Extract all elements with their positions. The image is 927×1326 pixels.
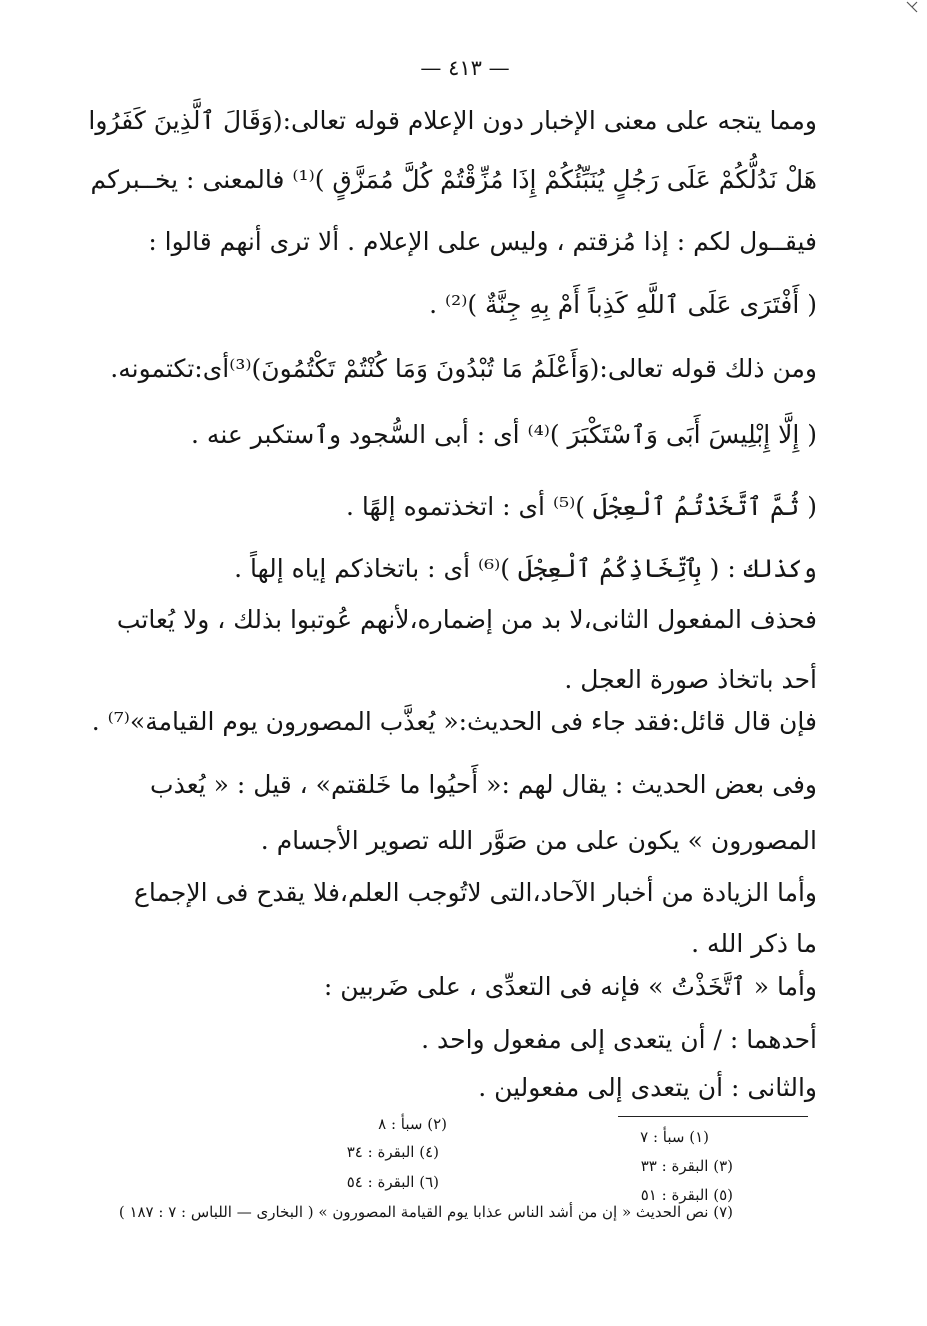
- text-line: والثانى : أن يتعدى إلى مفعولين .: [478, 1073, 817, 1102]
- footnote: (٣) البقرة : ٣٣: [640, 1157, 733, 1175]
- text-line: وأما الزيادة من أخبار الآحاد،التى لاتُوجب العلم،فلا يقدح فى الإجماع: [133, 878, 817, 907]
- text-line: فإن قال قائل:فقد جاء فى الحديث:« يُعذَّب المصورون يوم القيامة»⁽⁷⁾ .: [91, 707, 817, 736]
- text-line: أحدهما : / أن يتعدى إلى مفعول واحد .: [421, 1025, 817, 1054]
- footnote: (٧) نص الحديث « إن من أشد الناس عذابا يوم القيامة المصورون » ( البخارى — اللباس : ٧ : ١٨٧ ): [118, 1203, 733, 1221]
- footnote-divider: [618, 1116, 808, 1117]
- text-line: ومن ذلك قوله تعالى:(وَأَعْلَمُ مَا تُبْدُونَ وَمَا كُنْتُمْ تَكْتُمُونَ)⁽³⁾أى:تكتمونه.: [110, 354, 817, 383]
- text-line: ومما يتجه على معنى الإخبار دون الإعلام قوله تعالى:(وَقَالَ ٱلَّذِينَ كَفَرُوا: [88, 106, 817, 135]
- text-line: ( ثُمَّ ٱتَّخَذْتُمُ ٱلْعِجْلَ )⁽⁵⁾ أى : اتخذتموه إلهًا .: [346, 492, 817, 521]
- footnote: (٥) البقرة : ٥١: [640, 1186, 733, 1204]
- text-line: وفى بعض الحديث : يقال لهم :« أَحيُوا ما خَلقتم» ، قيل : « يُعذب: [150, 770, 817, 799]
- text-line: وأما « ٱتَّخَذْتُ » فإنه فى التعدِّى ، على ضَربين :: [323, 972, 817, 1001]
- text-line: أحد باتخاذ صورة العجل .: [564, 665, 817, 694]
- corner-check-mark: [905, 0, 919, 14]
- text-line: ( إِلَّا إِبْلِيسَ أَبَى وَٱسْتَكْبَرَ )⁽⁴⁾ أى : أبى السُّجود وٱستكبر عنه .: [191, 420, 817, 449]
- text-line: ما ذكر الله .: [691, 929, 817, 958]
- text-line: فيقــول لكم : إذا مُزقتم ، وليس على الإعلام . ألا ترى أنهم قالوا :: [148, 227, 817, 256]
- text-line: فحذف المفعول الثانى،لا بد من إضماره،لأنهم عُوتبوا بذلك ، ولا يُعاتب: [116, 605, 817, 634]
- page-number: — ٤١٣ —: [420, 56, 510, 80]
- text-line: هَلْ نَدُلُّكُمْ عَلَى رَجُلٍ يُنَبِّئُكُمْ إِذَا مُزِّقْتُمْ كُلَّ مُمَزَّقٍ )⁽¹⁾ فالمعنى : يخــبركم: [90, 165, 817, 194]
- footnote: (١) سبأ : ٧: [640, 1128, 709, 1146]
- footnote: (٦) البقرة : ٥٤: [346, 1173, 439, 1191]
- footnote: (٢) سبأ : ٨: [378, 1115, 447, 1133]
- text-line: المصورون » يكون على من صَوَّر الله تصوير الأجسام .: [260, 826, 817, 855]
- footnote: (٤) البقرة : ٣٤: [346, 1143, 439, 1161]
- text-line: ( أَفْتَرَى عَلَى ٱللَّهِ كَذِباً أَمْ بِهِ جِنَّةٌ )⁽²⁾ .: [429, 290, 817, 319]
- text-line: وكذلك : ( بِٱتِّخَاذِكُمُ ٱلْعِجْلَ )⁽⁶⁾ أى : باتخاذكم إياه إلهاً .: [234, 554, 817, 583]
